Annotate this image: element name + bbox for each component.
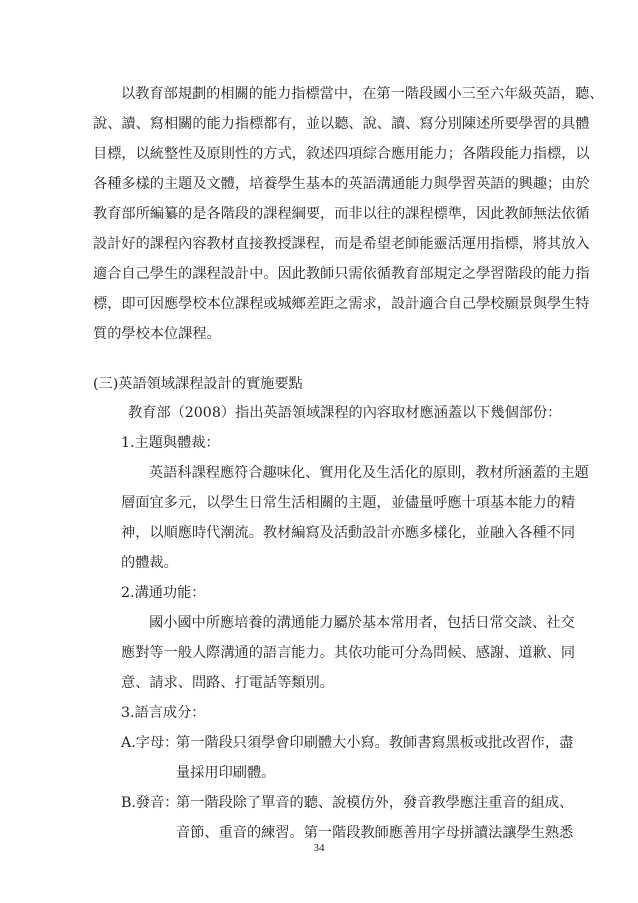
sub-item-line: 第一階段除了單音的聽、說模仿外，發音教學應注重音的組成、 bbox=[176, 795, 574, 811]
sub-item-line: 音節、重音的練習。第一階段教師應善用字母拼讀法讓學生熟悉 bbox=[176, 825, 574, 841]
sub-item-line: 量採用印刷體。 bbox=[176, 765, 276, 781]
item-line: 神，以順應時代潮流。教材編寫及活動設計亦應多樣化，並融入各種不同 bbox=[121, 525, 576, 541]
intro-line: 各種多樣的主題及文體，培養學生基本的英語溝通能力與學習英語的興趣；由於 bbox=[93, 176, 590, 192]
sub-item-label: A.字母： bbox=[121, 735, 179, 751]
sub-item-line: 第一階段只須學會印刷體大小寫。教師書寫黑板或批改習作，盡 bbox=[176, 735, 574, 751]
item-line: 英語科課程應符合趣味化、實用化及生活化的原則，教材所涵蓋的主題 bbox=[149, 465, 589, 481]
page-number: 34 bbox=[313, 842, 325, 854]
sub-item-label: B.發音： bbox=[121, 795, 179, 811]
item-title: 2.溝通功能： bbox=[121, 585, 206, 601]
intro-line: 說、讀、寫相關的能力指標都有，並以聽、說、讀、寫分別陳述所要學習的具體 bbox=[93, 116, 590, 132]
section-heading: (三)英語領域課程設計的實施要點 bbox=[93, 376, 303, 392]
intro-line: 目標，以統整性及原則性的方式，敘述四項綜合應用能力；各階段能力指標，以 bbox=[93, 146, 590, 162]
item-title: 3.語言成分： bbox=[121, 705, 206, 721]
item-line: 的體裁。 bbox=[121, 555, 178, 571]
intro-line: 教育部所編纂的是各階段的課程綱要，而非以往的課程標準，因此教師無法依循 bbox=[93, 206, 590, 222]
item-line: 國小國中所應培養的溝通能力屬於基本常用者，包括日常交談、社交 bbox=[149, 615, 575, 631]
item-line: 意、請求、問路、打電話等類別。 bbox=[121, 675, 334, 691]
item-line: 層面宜多元，以學生日常生活相關的主題，並儘量呼應十項基本能力的精 bbox=[121, 495, 576, 511]
section-lead: 教育部（2008）指出英語領域課程的內容取材應涵蓋以下幾個部份： bbox=[128, 405, 562, 421]
intro-line: 適合自己學生的課程設計中。因此教師只需依循教育部規定之學習階段的能力指 bbox=[93, 266, 590, 282]
item-line: 應對等一般人際溝通的語言能力。其依功能可分為問候、感謝、道歉、同 bbox=[121, 645, 576, 661]
intro-line: 標，即可因應學校本位課程或城鄉差距之需求，設計適合自己學校願景與學生特 bbox=[93, 296, 590, 312]
intro-line: 設計好的課程內容教材直接教授課程，而是希望老師能靈活運用指標，將其放入 bbox=[93, 236, 590, 252]
item-title: 1.主題與體裁： bbox=[121, 435, 220, 451]
intro-line: 質的學校本位課程。 bbox=[93, 326, 221, 342]
intro-line: 以教育部規劃的相關的能力指標當中，在第一階段國小三至六年級英語，聽、 bbox=[121, 86, 604, 102]
